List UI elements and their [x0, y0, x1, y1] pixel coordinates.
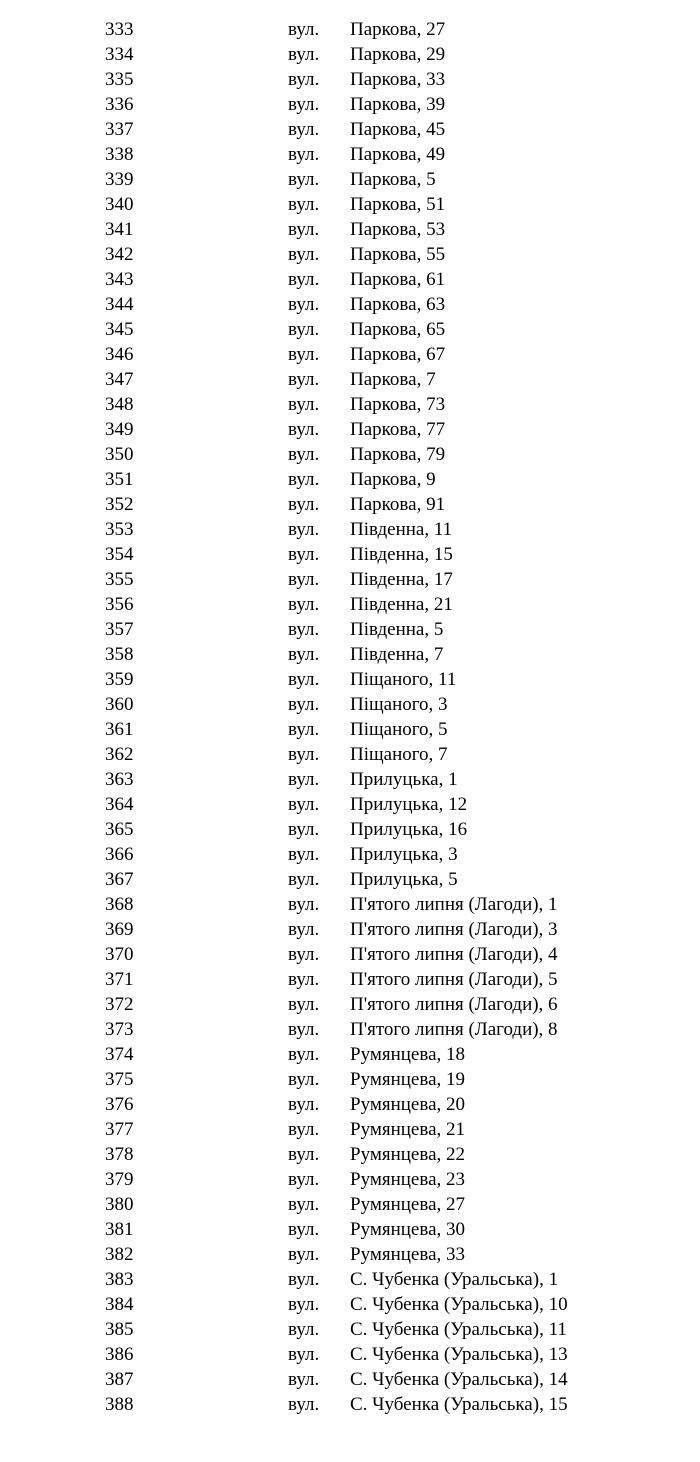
row-number: 336: [105, 94, 134, 115]
street-type: вул.: [288, 1244, 320, 1265]
list-row: [0, 42, 700, 67]
list-row: [0, 592, 700, 617]
row-number: 378: [105, 1144, 134, 1165]
street-address: Паркова, 5: [350, 169, 436, 190]
list-row: [0, 367, 700, 392]
street-type: вул.: [288, 469, 320, 490]
street-address: Паркова, 53: [350, 219, 446, 240]
row-number: 344: [105, 294, 134, 315]
street-type: вул.: [288, 569, 320, 590]
street-type: вул.: [288, 1194, 320, 1215]
street-type: вул.: [288, 794, 320, 815]
street-type: вул.: [288, 269, 320, 290]
street-address: С. Чубенка (Уральська), 1: [350, 1269, 559, 1290]
street-address: П'ятого липня (Лагоди), 1: [350, 894, 558, 915]
list-row: [0, 192, 700, 217]
street-type: вул.: [288, 644, 320, 665]
row-number: 355: [105, 569, 134, 590]
street-type: вул.: [288, 1069, 320, 1090]
street-type: вул.: [288, 669, 320, 690]
street-address: Прилуцька, 12: [350, 794, 468, 815]
street-address: Румянцева, 19: [350, 1069, 466, 1090]
street-type: вул.: [288, 44, 320, 65]
street-type: вул.: [288, 544, 320, 565]
street-address: Паркова, 77: [350, 419, 446, 440]
row-number: 387: [105, 1369, 134, 1390]
list-row: [0, 167, 700, 192]
street-address: Румянцева, 22: [350, 1144, 466, 1165]
row-number: 345: [105, 319, 134, 340]
street-address: Паркова, 55: [350, 244, 446, 265]
row-number: 359: [105, 669, 134, 690]
street-type: вул.: [288, 444, 320, 465]
street-address: П'ятого липня (Лагоди), 6: [350, 994, 558, 1015]
street-type: вул.: [288, 869, 320, 890]
street-address: Паркова, 79: [350, 444, 446, 465]
list-row: [0, 567, 700, 592]
list-row: [0, 792, 700, 817]
street-type: вул.: [288, 1269, 320, 1290]
list-row: [0, 67, 700, 92]
row-number: 347: [105, 369, 134, 390]
street-type: вул.: [288, 769, 320, 790]
row-number: 346: [105, 344, 134, 365]
list-row: [0, 1117, 700, 1142]
list-row: [0, 442, 700, 467]
street-address: Румянцева, 27: [350, 1194, 466, 1215]
row-number: 383: [105, 1269, 134, 1290]
street-type: вул.: [288, 744, 320, 765]
street-address: Паркова, 65: [350, 319, 446, 340]
street-address: Румянцева, 23: [350, 1169, 466, 1190]
row-number: 354: [105, 544, 134, 565]
row-number: 333: [105, 19, 134, 40]
row-number: 377: [105, 1119, 134, 1140]
list-row: [0, 542, 700, 567]
street-address: Паркова, 73: [350, 394, 446, 415]
list-row: [0, 892, 700, 917]
street-type: вул.: [288, 1219, 320, 1240]
list-row: [0, 417, 700, 442]
row-number: 343: [105, 269, 134, 290]
street-type: вул.: [288, 1119, 320, 1140]
list-row: [0, 1217, 700, 1242]
street-address: С. Чубенка (Уральська), 15: [350, 1394, 568, 1415]
street-type: вул.: [288, 919, 320, 940]
list-row: [0, 1067, 700, 1092]
list-row: [0, 992, 700, 1017]
row-number: 382: [105, 1244, 134, 1265]
row-number: 335: [105, 69, 134, 90]
list-row: [0, 1292, 700, 1317]
street-address: Румянцева, 21: [350, 1119, 466, 1140]
street-type: вул.: [288, 369, 320, 390]
street-address: Паркова, 33: [350, 69, 446, 90]
list-row: [0, 292, 700, 317]
street-type: вул.: [288, 1369, 320, 1390]
street-address: Паркова, 51: [350, 194, 446, 215]
street-address: Паркова, 61: [350, 269, 446, 290]
street-type: вул.: [288, 494, 320, 515]
list-row: [0, 467, 700, 492]
street-type: вул.: [288, 1319, 320, 1340]
street-address: Паркова, 67: [350, 344, 446, 365]
list-row: [0, 492, 700, 517]
list-row: [0, 967, 700, 992]
list-row: [0, 17, 700, 42]
list-row: [0, 817, 700, 842]
street-type: вул.: [288, 1094, 320, 1115]
street-address: Румянцева, 18: [350, 1044, 466, 1065]
row-number: 352: [105, 494, 134, 515]
list-row: [0, 917, 700, 942]
row-number: 363: [105, 769, 134, 790]
street-type: вул.: [288, 419, 320, 440]
street-type: вул.: [288, 844, 320, 865]
row-number: 360: [105, 694, 134, 715]
street-type: вул.: [288, 1044, 320, 1065]
street-type: вул.: [288, 1019, 320, 1040]
row-number: 356: [105, 594, 134, 615]
row-number: 372: [105, 994, 134, 1015]
row-number: 388: [105, 1394, 134, 1415]
street-type: вул.: [288, 144, 320, 165]
street-address: Паркова, 29: [350, 44, 446, 65]
row-number: 349: [105, 419, 134, 440]
row-number: 368: [105, 894, 134, 915]
street-address: Піщаного, 11: [350, 669, 457, 690]
list-row: [0, 1017, 700, 1042]
row-number: 371: [105, 969, 134, 990]
street-type: вул.: [288, 19, 320, 40]
street-type: вул.: [288, 519, 320, 540]
list-row: [0, 1317, 700, 1342]
list-row: [0, 1242, 700, 1267]
street-address: Піщаного, 5: [350, 719, 448, 740]
list-row: [0, 642, 700, 667]
street-type: вул.: [288, 219, 320, 240]
row-number: 353: [105, 519, 134, 540]
street-type: вул.: [288, 994, 320, 1015]
row-number: 357: [105, 619, 134, 640]
street-address: С. Чубенка (Уральська), 14: [350, 1369, 568, 1390]
list-row: [0, 717, 700, 742]
row-number: 366: [105, 844, 134, 865]
list-row: [0, 692, 700, 717]
street-address: Прилуцька, 1: [350, 769, 458, 790]
row-number: 340: [105, 194, 134, 215]
street-address: П'ятого липня (Лагоди), 8: [350, 1019, 558, 1040]
list-row: [0, 1042, 700, 1067]
list-row: [0, 117, 700, 142]
street-address: Паркова, 39: [350, 94, 446, 115]
row-number: 380: [105, 1194, 134, 1215]
street-type: вул.: [288, 619, 320, 640]
list-row: [0, 942, 700, 967]
row-number: 386: [105, 1344, 134, 1365]
street-address: Піщаного, 3: [350, 694, 448, 715]
street-type: вул.: [288, 969, 320, 990]
street-address: Румянцева, 30: [350, 1219, 466, 1240]
street-type: вул.: [288, 169, 320, 190]
street-address: Прилуцька, 3: [350, 844, 458, 865]
street-address: Південна, 15: [350, 544, 453, 565]
list-row: [0, 142, 700, 167]
list-row: [0, 342, 700, 367]
street-type: вул.: [288, 244, 320, 265]
row-number: 348: [105, 394, 134, 415]
street-type: вул.: [288, 194, 320, 215]
street-type: вул.: [288, 694, 320, 715]
list-row: [0, 742, 700, 767]
row-number: 379: [105, 1169, 134, 1190]
street-address: Південна, 5: [350, 619, 444, 640]
street-address: Піщаного, 7: [350, 744, 448, 765]
list-row: [0, 617, 700, 642]
list-row: [0, 767, 700, 792]
street-address: Паркова, 27: [350, 19, 446, 40]
street-address: Паркова, 9: [350, 469, 436, 490]
street-type: вул.: [288, 69, 320, 90]
street-address: С. Чубенка (Уральська), 10: [350, 1294, 568, 1315]
row-number: 369: [105, 919, 134, 940]
list-row: [0, 667, 700, 692]
street-address: П'ятого липня (Лагоди), 3: [350, 919, 558, 940]
row-number: 337: [105, 119, 134, 140]
list-row: [0, 267, 700, 292]
row-number: 364: [105, 794, 134, 815]
list-row: [0, 392, 700, 417]
street-address: Паркова, 91: [350, 494, 446, 515]
list-row: [0, 1192, 700, 1217]
street-address: Паркова, 49: [350, 144, 446, 165]
row-number: 338: [105, 144, 134, 165]
street-type: вул.: [288, 119, 320, 140]
list-row: [0, 242, 700, 267]
list-row: [0, 92, 700, 117]
row-number: 376: [105, 1094, 134, 1115]
list-row: [0, 867, 700, 892]
street-type: вул.: [288, 944, 320, 965]
row-number: 362: [105, 744, 134, 765]
row-number: 361: [105, 719, 134, 740]
street-address: П'ятого липня (Лагоди), 5: [350, 969, 558, 990]
street-type: вул.: [288, 719, 320, 740]
street-type: вул.: [288, 1294, 320, 1315]
row-number: 351: [105, 469, 134, 490]
street-address: Південна, 11: [350, 519, 453, 540]
list-row: [0, 1092, 700, 1117]
list-row: [0, 1142, 700, 1167]
street-type: вул.: [288, 394, 320, 415]
street-type: вул.: [288, 819, 320, 840]
street-type: вул.: [288, 94, 320, 115]
row-number: 339: [105, 169, 134, 190]
street-address: Паркова, 7: [350, 369, 436, 390]
row-number: 385: [105, 1319, 134, 1340]
row-number: 342: [105, 244, 134, 265]
street-address: Південна, 17: [350, 569, 453, 590]
street-type: вул.: [288, 894, 320, 915]
list-row: [0, 1167, 700, 1192]
street-address: П'ятого липня (Лагоди), 4: [350, 944, 558, 965]
street-type: вул.: [288, 1169, 320, 1190]
street-type: вул.: [288, 344, 320, 365]
street-type: вул.: [288, 319, 320, 340]
row-number: 365: [105, 819, 134, 840]
row-number: 350: [105, 444, 134, 465]
list-row: [0, 842, 700, 867]
street-address: Південна, 21: [350, 594, 453, 615]
street-address: Паркова, 63: [350, 294, 446, 315]
street-type: вул.: [288, 594, 320, 615]
row-number: 373: [105, 1019, 134, 1040]
row-number: 358: [105, 644, 134, 665]
street-type: вул.: [288, 294, 320, 315]
list-row: [0, 217, 700, 242]
row-number: 384: [105, 1294, 134, 1315]
street-address: Прилуцька, 5: [350, 869, 458, 890]
street-address: Румянцева, 20: [350, 1094, 466, 1115]
street-address: Південна, 7: [350, 644, 444, 665]
list-row: [0, 517, 700, 542]
row-number: 375: [105, 1069, 134, 1090]
street-address: С. Чубенка (Уральська), 13: [350, 1344, 568, 1365]
row-number: 367: [105, 869, 134, 890]
street-type: вул.: [288, 1394, 320, 1415]
list-row: [0, 1342, 700, 1367]
street-address: С. Чубенка (Уральська), 11: [350, 1319, 567, 1340]
list-row: [0, 1392, 700, 1417]
list-row: [0, 1367, 700, 1392]
list-row: [0, 1267, 700, 1292]
street-type: вул.: [288, 1344, 320, 1365]
address-list: [0, 17, 700, 1417]
row-number: 341: [105, 219, 134, 240]
row-number: 370: [105, 944, 134, 965]
street-address: Прилуцька, 16: [350, 819, 468, 840]
list-row: [0, 317, 700, 342]
street-address: Румянцева, 33: [350, 1244, 466, 1265]
row-number: 334: [105, 44, 134, 65]
street-type: вул.: [288, 1144, 320, 1165]
row-number: 381: [105, 1219, 134, 1240]
row-number: 374: [105, 1044, 134, 1065]
street-address: Паркова, 45: [350, 119, 446, 140]
